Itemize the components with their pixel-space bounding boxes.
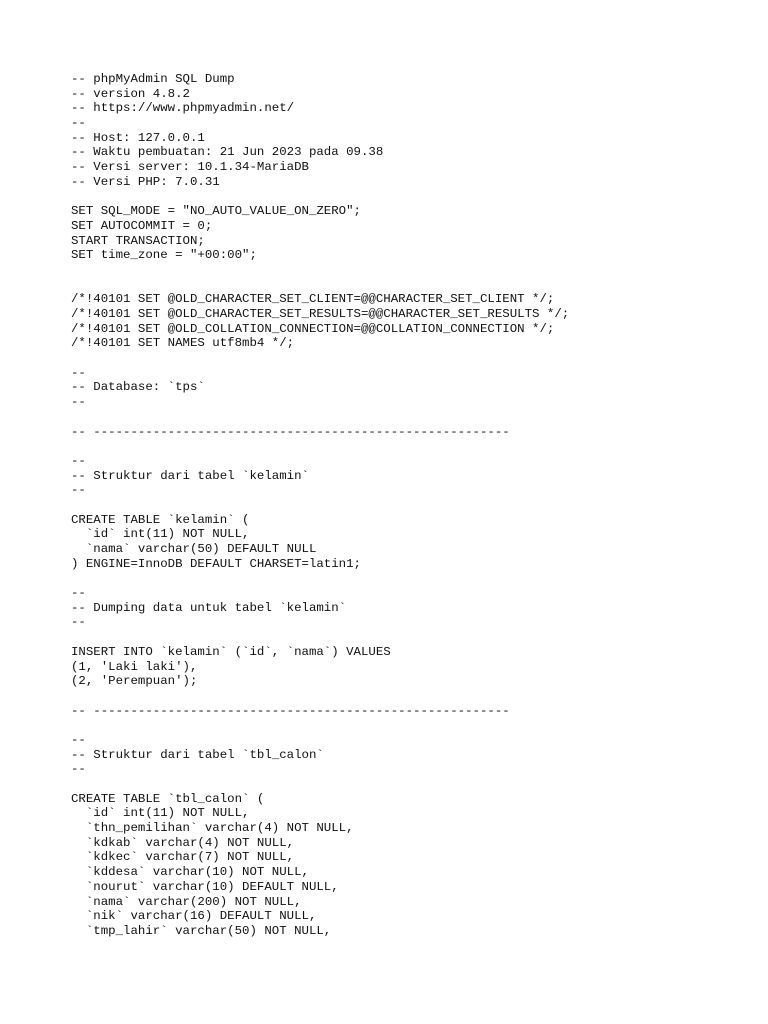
code-line: -- Struktur dari tabel `tbl_calon` (71, 747, 324, 762)
code-line (71, 439, 569, 454)
code-line: -- Struktur dari tabel `kelamin` (71, 468, 309, 483)
code-line: /*!40101 SET NAMES utf8mb4 */; (71, 336, 295, 351)
code-line: -- (71, 395, 86, 410)
code-line: -- Database: `tps` (71, 380, 205, 395)
code-line: SET time_zone = "+00:00"; (71, 248, 257, 263)
code-line (71, 278, 569, 293)
code-line: -- version 4.8.2 (71, 86, 190, 101)
code-line (71, 777, 569, 792)
code-line (71, 718, 569, 733)
code-line: `tmp_lahir` varchar(50) NOT NULL, (71, 923, 332, 938)
code-line: (2, 'Perempuan'); (71, 674, 198, 689)
code-line: -- phpMyAdmin SQL Dump (71, 72, 235, 86)
code-line: -- Dumping data untuk tabel `kelamin` (71, 600, 347, 615)
code-line: `kdkec` varchar(7) NOT NULL, (71, 850, 295, 865)
code-line: -- https://www.phpmyadmin.net/ (71, 101, 295, 116)
code-line: `nik` varchar(16) DEFAULT NULL, (71, 909, 317, 924)
code-line: -- Versi server: 10.1.34-MariaDB (71, 160, 309, 175)
code-line (71, 571, 569, 586)
code-line: -- (71, 615, 86, 630)
code-line: `id` int(11) NOT NULL, (71, 527, 250, 542)
code-line: -- (71, 732, 86, 747)
code-line: `kddesa` varchar(10) NOT NULL, (71, 865, 309, 880)
code-line: `nourut` varchar(10) DEFAULT NULL, (71, 879, 339, 894)
code-line (71, 351, 569, 366)
code-line: `thn_pemilihan` varchar(4) NOT NULL, (71, 821, 354, 836)
code-line (71, 689, 569, 704)
code-line: -- (71, 365, 86, 380)
code-line: -- Host: 127.0.0.1 (71, 130, 205, 145)
code-line: -- (71, 453, 86, 468)
code-line: -- (71, 116, 86, 131)
code-line: INSERT INTO `kelamin` (`id`, `nama`) VALUES (71, 644, 391, 659)
code-line (71, 410, 569, 425)
code-line: -- -------------------------------------------------------- (71, 703, 510, 718)
code-line: SET SQL_MODE = "NO_AUTO_VALUE_ON_ZERO"; (71, 204, 361, 219)
code-line: CREATE TABLE `tbl_calon` ( (71, 791, 265, 806)
code-line: `nama` varchar(200) NOT NULL, (71, 894, 302, 909)
code-line (71, 190, 569, 205)
code-line: START TRANSACTION; (71, 233, 205, 248)
code-line: ) ENGINE=InnoDB DEFAULT CHARSET=latin1; (71, 556, 361, 571)
code-line: -- Waktu pembuatan: 21 Jun 2023 pada 09.38 (71, 145, 384, 160)
code-line (71, 263, 569, 278)
code-line: -- (71, 483, 86, 498)
code-line: (1, 'Laki laki'), (71, 659, 198, 674)
code-line: `id` int(11) NOT NULL, (71, 806, 250, 821)
code-line: /*!40101 SET @OLD_CHARACTER_SET_CLIENT=@@CHARACTER_SET_CLIENT */; (71, 292, 555, 307)
code-line: -- (71, 762, 86, 777)
code-line: `kdkab` varchar(4) NOT NULL, (71, 835, 295, 850)
code-line: SET AUTOCOMMIT = 0; (71, 218, 213, 233)
code-line: CREATE TABLE `kelamin` ( (71, 512, 250, 527)
sql-dump-text (71, 72, 569, 939)
code-line: `nama` varchar(50) DEFAULT NULL (71, 542, 317, 556)
code-line: -- -------------------------------------------------------- (71, 424, 510, 439)
code-line: /*!40101 SET @OLD_COLLATION_CONNECTION=@@COLLATION_CONNECTION */; (71, 321, 555, 336)
code-line (71, 498, 569, 513)
code-line: -- (71, 586, 86, 601)
code-line: -- Versi PHP: 7.0.31 (71, 174, 220, 189)
code-line (71, 630, 569, 645)
code-line: /*!40101 SET @OLD_CHARACTER_SET_RESULTS=@@CHARACTER_SET_RESULTS */; (71, 307, 570, 321)
